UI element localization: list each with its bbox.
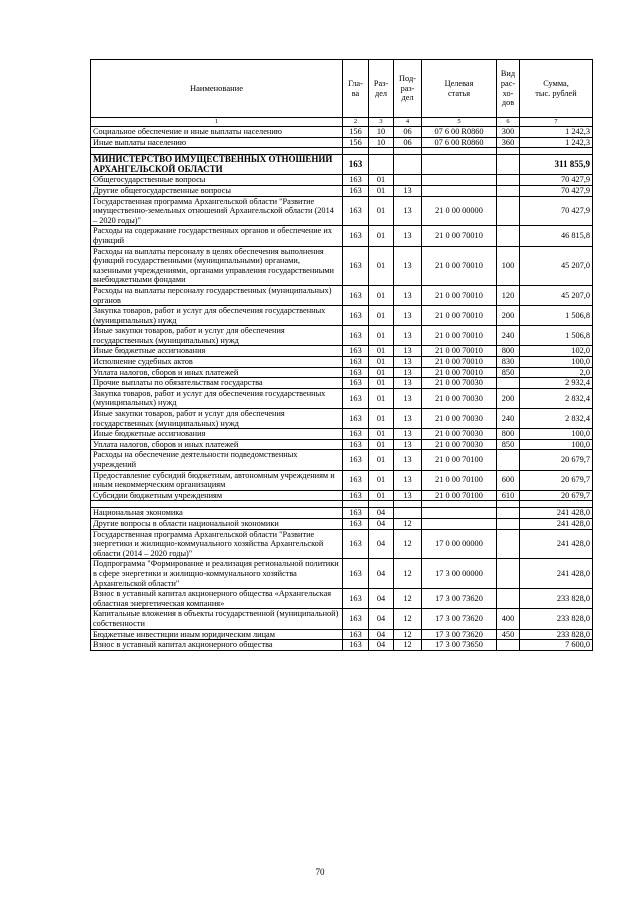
row-exptype <box>497 589 520 609</box>
row-target <box>422 155 497 175</box>
row-sum: 1 506,8 <box>520 326 593 346</box>
row-sum: 241 428,0 <box>520 518 593 529</box>
row-exptype: 400 <box>497 609 520 629</box>
row-section: 04 <box>369 640 394 651</box>
row-subsection: 13 <box>394 388 422 408</box>
row-name: Субсидии бюджетным учреждениям <box>91 490 343 501</box>
row-exptype: 610 <box>497 490 520 501</box>
row-subsection: 06 <box>394 137 422 148</box>
table-row <box>91 185 593 196</box>
row-section: 04 <box>369 629 394 640</box>
row-subsection: 13 <box>394 326 422 346</box>
row-exptype <box>497 185 520 196</box>
row-chapter: 163 <box>343 450 369 470</box>
row-section: 10 <box>369 137 394 148</box>
row-sum: 311 855,9 <box>520 155 593 175</box>
row-chapter: 163 <box>343 306 369 326</box>
row-subsection: 13 <box>394 470 422 490</box>
row-subsection <box>394 508 422 519</box>
row-target <box>422 148 497 155</box>
row-exptype: 240 <box>497 409 520 429</box>
row-name: Иные бюджетные ассигнования <box>91 429 343 440</box>
row-subsection: 12 <box>394 589 422 609</box>
row-subsection: 13 <box>394 439 422 450</box>
row-chapter: 163 <box>343 367 369 378</box>
row-sum: 233 828,0 <box>520 629 593 640</box>
row-chapter: 163 <box>343 378 369 389</box>
table-row <box>91 378 593 389</box>
table-row <box>91 470 593 490</box>
header-chapter: Гла- ва <box>343 60 369 118</box>
row-sum: 233 828,0 <box>520 589 593 609</box>
row-name: Расходы на выплаты персоналу в целях обеспечения выполнения функций государственными (муниципальными) органами, казенными учреждениями, органами управления государственными внебюджетными фондами <box>91 246 343 285</box>
row-name: Иные закупки товаров, работ и услуг для обеспечения государственных (муниципальных) нужд <box>91 326 343 346</box>
row-section: 04 <box>369 518 394 529</box>
table-header <box>91 60 593 118</box>
header-sum: Сумма, тыс. рублей <box>520 60 593 118</box>
row-subsection <box>394 148 422 155</box>
row-name: Подпрограмма "Формирование и реализация региональной политики в сфере энергетики и жилищно-коммунального хозяйства Архангельской области" <box>91 559 343 589</box>
row-subsection: 13 <box>394 226 422 246</box>
row-section: 10 <box>369 127 394 138</box>
row-target: 21 0 00 70010 <box>422 346 497 357</box>
row-chapter: 163 <box>343 518 369 529</box>
table-row <box>91 388 593 408</box>
row-subsection: 12 <box>394 518 422 529</box>
row-subsection: 12 <box>394 559 422 589</box>
row-target: 21 0 00 70030 <box>422 388 497 408</box>
row-exptype: 100 <box>497 246 520 285</box>
row-chapter: 163 <box>343 196 369 226</box>
row-section: 01 <box>369 388 394 408</box>
row-subsection: 13 <box>394 246 422 285</box>
row-target: 17 3 00 73620 <box>422 609 497 629</box>
table-row <box>91 196 593 226</box>
row-chapter <box>343 501 369 508</box>
row-target <box>422 501 497 508</box>
row-exptype: 800 <box>497 429 520 440</box>
row-chapter: 163 <box>343 246 369 285</box>
table-row <box>91 429 593 440</box>
row-sum: 2 832,4 <box>520 388 593 408</box>
row-sum: 2 932,4 <box>520 378 593 389</box>
blank-row <box>91 148 593 155</box>
row-chapter: 163 <box>343 409 369 429</box>
row-section: 01 <box>369 357 394 368</box>
row-subsection: 13 <box>394 306 422 326</box>
row-chapter: 163 <box>343 470 369 490</box>
header-target: Целевая статья <box>422 60 497 118</box>
row-target: 07 6 00 R0860 <box>422 127 497 138</box>
colnum: 7 <box>520 118 593 127</box>
row-subsection: 13 <box>394 450 422 470</box>
row-section: 01 <box>369 470 394 490</box>
row-target: 21 0 00 70100 <box>422 470 497 490</box>
row-exptype <box>497 175 520 186</box>
row-section: 01 <box>369 490 394 501</box>
row-target <box>422 508 497 519</box>
row-exptype: 240 <box>497 326 520 346</box>
row-name: Другие общегосударственные вопросы <box>91 185 343 196</box>
table-row <box>91 285 593 305</box>
row-exptype <box>497 196 520 226</box>
row-chapter: 163 <box>343 629 369 640</box>
row-target: 21 0 00 70030 <box>422 429 497 440</box>
table-row <box>91 508 593 519</box>
row-section: 01 <box>369 409 394 429</box>
table-row <box>91 640 593 651</box>
table-body <box>91 127 593 651</box>
row-sum: 241 428,0 <box>520 508 593 519</box>
column-number-row <box>91 118 593 127</box>
row-target: 21 0 00 00000 <box>422 196 497 226</box>
row-subsection: 06 <box>394 127 422 138</box>
table-row <box>91 609 593 629</box>
row-section: 01 <box>369 439 394 450</box>
row-name: Капитальные вложения в объекты государственной (муниципальной) собственности <box>91 609 343 629</box>
table-row <box>91 439 593 450</box>
row-exptype: 850 <box>497 439 520 450</box>
row-sum: 45 207,0 <box>520 285 593 305</box>
row-exptype <box>497 378 520 389</box>
row-chapter: 156 <box>343 137 369 148</box>
table-row <box>91 629 593 640</box>
row-chapter: 163 <box>343 559 369 589</box>
row-name: Социальное обеспечение и иные выплаты населению <box>91 127 343 138</box>
table-row <box>91 559 593 589</box>
row-target: 17 3 00 73620 <box>422 589 497 609</box>
row-target: 21 0 00 70030 <box>422 378 497 389</box>
row-chapter: 163 <box>343 490 369 501</box>
row-sum: 20 679,7 <box>520 450 593 470</box>
row-chapter: 163 <box>343 185 369 196</box>
row-subsection <box>394 501 422 508</box>
row-subsection: 13 <box>394 196 422 226</box>
row-exptype <box>497 508 520 519</box>
row-name: Расходы на содержание государственных органов и обеспечение их функций <box>91 226 343 246</box>
row-sum: 241 428,0 <box>520 529 593 559</box>
row-target: 17 0 00 00000 <box>422 529 497 559</box>
row-exptype <box>497 155 520 175</box>
row-name: Уплата налогов, сборов и иных платежей <box>91 439 343 450</box>
row-subsection: 13 <box>394 367 422 378</box>
row-sum: 45 207,0 <box>520 246 593 285</box>
budget-table <box>90 59 593 651</box>
row-subsection: 12 <box>394 529 422 559</box>
row-sum: 1 242,3 <box>520 127 593 138</box>
row-name: Прочие выплаты по обязательствам государства <box>91 378 343 389</box>
row-target: 17 3 00 00000 <box>422 559 497 589</box>
row-name: Иные выплаты населению <box>91 137 343 148</box>
row-section: 01 <box>369 175 394 186</box>
table-row <box>91 137 593 148</box>
row-exptype <box>497 148 520 155</box>
row-name: Закупка товаров, работ и услуг для обеспечения государственных (муниципальных) нужд <box>91 306 343 326</box>
row-exptype <box>497 559 520 589</box>
row-chapter: 163 <box>343 609 369 629</box>
row-subsection <box>394 155 422 175</box>
table-row <box>91 589 593 609</box>
row-section: 01 <box>369 306 394 326</box>
row-exptype <box>497 450 520 470</box>
row-target: 21 0 00 70030 <box>422 439 497 450</box>
row-sum: 20 679,7 <box>520 490 593 501</box>
row-sum: 102,0 <box>520 346 593 357</box>
row-name: Исполнение судебных актов <box>91 357 343 368</box>
row-chapter: 163 <box>343 346 369 357</box>
row-exptype <box>497 640 520 651</box>
colnum: 2 <box>343 118 369 127</box>
table-row <box>91 529 593 559</box>
row-chapter: 163 <box>343 326 369 346</box>
row-target: 21 0 00 70010 <box>422 326 497 346</box>
row-chapter <box>343 148 369 155</box>
row-sum: 100,0 <box>520 357 593 368</box>
row-target: 17 3 00 73620 <box>422 629 497 640</box>
row-section: 04 <box>369 508 394 519</box>
row-name: Взнос в уставный капитал акционерного общества «Архангельская областная энергетическая компания» <box>91 589 343 609</box>
colnum: 6 <box>497 118 520 127</box>
row-target: 17 3 00 73650 <box>422 640 497 651</box>
header-section: Раз- дел <box>369 60 394 118</box>
row-sum <box>520 501 593 508</box>
row-section: 01 <box>369 326 394 346</box>
row-name: Общегосударственные вопросы <box>91 175 343 186</box>
table-row <box>91 226 593 246</box>
row-name: Предоставление субсидий бюджетным, автономным учреждениям и иным некоммерческим организациям <box>91 470 343 490</box>
row-sum <box>520 148 593 155</box>
row-section <box>369 148 394 155</box>
row-subsection: 13 <box>394 285 422 305</box>
row-sum: 46 815,8 <box>520 226 593 246</box>
row-section: 01 <box>369 450 394 470</box>
table-row <box>91 367 593 378</box>
table-row <box>91 518 593 529</box>
row-subsection <box>394 175 422 186</box>
row-section: 01 <box>369 378 394 389</box>
table-row <box>91 357 593 368</box>
table-row <box>91 346 593 357</box>
row-name: Уплата налогов, сборов и иных платежей <box>91 367 343 378</box>
row-chapter: 163 <box>343 529 369 559</box>
row-subsection: 13 <box>394 490 422 501</box>
row-chapter: 163 <box>343 357 369 368</box>
row-name: Расходы на выплаты персоналу государственных (муниципальных) органов <box>91 285 343 305</box>
row-name: Другие вопросы в области национальной экономики <box>91 518 343 529</box>
row-name: Расходы на обеспечение деятельности подведомственных учреждений <box>91 450 343 470</box>
row-chapter: 163 <box>343 439 369 450</box>
header-name: Наименование <box>91 60 343 118</box>
row-exptype <box>497 501 520 508</box>
row-sum: 70 427,9 <box>520 175 593 186</box>
row-target: 21 0 00 70010 <box>422 367 497 378</box>
row-section: 01 <box>369 367 394 378</box>
table-row <box>91 306 593 326</box>
row-sum: 7 600,0 <box>520 640 593 651</box>
row-target: 21 0 00 70010 <box>422 246 497 285</box>
row-exptype: 850 <box>497 367 520 378</box>
row-name: Государственная программа Архангельской области "Развитие имущественно-земельных отношений Архангельской области (2014 – 2020 годы)" <box>91 196 343 226</box>
row-exptype: 450 <box>497 629 520 640</box>
row-subsection: 13 <box>394 346 422 357</box>
colnum: 1 <box>91 118 343 127</box>
table-row <box>91 175 593 186</box>
row-chapter: 163 <box>343 175 369 186</box>
row-exptype: 120 <box>497 285 520 305</box>
header-exptype: Вид рас- хо- дов <box>497 60 520 118</box>
table-row <box>91 155 593 175</box>
row-name: Государственная программа Архангельской области "Развитие энергетики и жилищно-коммунального хозяйства Архангельской области (2014 – 2020 годы)" <box>91 529 343 559</box>
row-exptype: 300 <box>497 127 520 138</box>
row-section: 01 <box>369 196 394 226</box>
table-row <box>91 490 593 501</box>
row-sum: 100,0 <box>520 429 593 440</box>
row-section: 01 <box>369 429 394 440</box>
row-sum: 2,0 <box>520 367 593 378</box>
table-row <box>91 326 593 346</box>
row-section: 01 <box>369 285 394 305</box>
row-chapter: 163 <box>343 429 369 440</box>
row-exptype: 600 <box>497 470 520 490</box>
row-subsection: 12 <box>394 629 422 640</box>
row-name: Иные бюджетные ассигнования <box>91 346 343 357</box>
colnum: 3 <box>369 118 394 127</box>
row-sum: 1 506,8 <box>520 306 593 326</box>
row-target: 21 0 00 70030 <box>422 409 497 429</box>
row-target: 07 6 00 R0860 <box>422 137 497 148</box>
row-chapter: 163 <box>343 226 369 246</box>
row-sum: 70 427,9 <box>520 185 593 196</box>
row-sum: 1 242,3 <box>520 137 593 148</box>
row-chapter: 156 <box>343 127 369 138</box>
header-subsection: Под- раз- дел <box>394 60 422 118</box>
row-chapter: 163 <box>343 640 369 651</box>
row-target: 21 0 00 70100 <box>422 450 497 470</box>
row-chapter: 163 <box>343 589 369 609</box>
row-name <box>91 148 343 155</box>
row-name <box>91 501 343 508</box>
row-name: Национальная экономика <box>91 508 343 519</box>
table-row <box>91 409 593 429</box>
row-name: МИНИСТЕРСТВО ИМУЩЕСТВЕННЫХ ОТНОШЕНИЙ АРХАНГЕЛЬСКОЙ ОБЛАСТИ <box>91 155 343 175</box>
row-sum: 100,0 <box>520 439 593 450</box>
row-target <box>422 185 497 196</box>
row-section: 01 <box>369 346 394 357</box>
row-name: Взнос в уставный капитал акционерного общества <box>91 640 343 651</box>
row-sum: 241 428,0 <box>520 559 593 589</box>
row-section <box>369 155 394 175</box>
row-chapter: 163 <box>343 285 369 305</box>
row-exptype: 200 <box>497 306 520 326</box>
row-target <box>422 175 497 186</box>
row-target: 21 0 00 70010 <box>422 285 497 305</box>
row-section: 04 <box>369 529 394 559</box>
row-sum: 233 828,0 <box>520 609 593 629</box>
table-row <box>91 450 593 470</box>
row-section <box>369 501 394 508</box>
row-sum: 20 679,7 <box>520 470 593 490</box>
row-section: 01 <box>369 226 394 246</box>
colnum: 5 <box>422 118 497 127</box>
row-exptype: 360 <box>497 137 520 148</box>
colnum: 4 <box>394 118 422 127</box>
row-target: 21 0 00 70010 <box>422 226 497 246</box>
row-target: 21 0 00 70100 <box>422 490 497 501</box>
row-section: 04 <box>369 609 394 629</box>
row-chapter: 163 <box>343 155 369 175</box>
row-subsection: 13 <box>394 185 422 196</box>
row-name: Иные закупки товаров, работ и услуг для обеспечения государственных (муниципальных) нужд <box>91 409 343 429</box>
row-target <box>422 518 497 529</box>
table-row <box>91 127 593 138</box>
row-exptype <box>497 226 520 246</box>
row-subsection: 12 <box>394 609 422 629</box>
row-section: 01 <box>369 246 394 285</box>
row-sum: 2 832,4 <box>520 409 593 429</box>
row-subsection: 13 <box>394 429 422 440</box>
table-row <box>91 246 593 285</box>
row-chapter: 163 <box>343 508 369 519</box>
row-target: 21 0 00 70010 <box>422 306 497 326</box>
blank-row <box>91 501 593 508</box>
row-subsection: 13 <box>394 409 422 429</box>
row-exptype <box>497 529 520 559</box>
row-sum: 70 427,9 <box>520 196 593 226</box>
row-subsection: 13 <box>394 357 422 368</box>
row-subsection: 13 <box>394 378 422 389</box>
row-section: 01 <box>369 185 394 196</box>
row-section: 04 <box>369 559 394 589</box>
page-number: 70 <box>315 867 325 877</box>
row-exptype: 800 <box>497 346 520 357</box>
row-chapter: 163 <box>343 388 369 408</box>
row-exptype: 830 <box>497 357 520 368</box>
row-name: Бюджетные инвестиции иным юридическим лицам <box>91 629 343 640</box>
row-exptype: 200 <box>497 388 520 408</box>
row-section: 04 <box>369 589 394 609</box>
row-exptype <box>497 518 520 529</box>
row-subsection: 12 <box>394 640 422 651</box>
row-name: Закупка товаров, работ и услуг для обеспечения государственных (муниципальных) нужд <box>91 388 343 408</box>
row-target: 21 0 00 70010 <box>422 357 497 368</box>
